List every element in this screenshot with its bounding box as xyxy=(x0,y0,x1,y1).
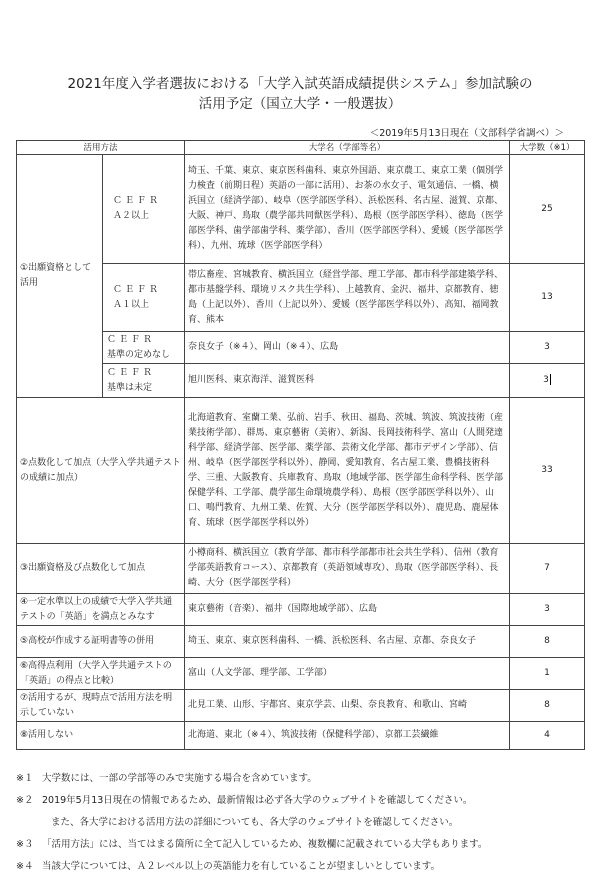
cefr-level: Ａ１以上 xyxy=(113,299,150,310)
cefr-level: 基準は未定 xyxy=(107,382,153,393)
header-university: 大学名（学部等名） xyxy=(185,141,510,155)
table-header-row xyxy=(17,141,585,155)
table-row xyxy=(17,722,585,750)
footnote-text: 大学数には、一部の学部等のみで実施する場合を含めています。 xyxy=(42,773,317,784)
cefr-label: ＣＥＦＲ xyxy=(113,284,162,295)
cefr-level-cell xyxy=(103,364,185,398)
cefr-label: ＣＥＦＲ xyxy=(107,334,156,345)
method-label: ③出願資格及び点数化して加点 xyxy=(17,544,185,594)
university-list: 東京藝術（音楽）、福井（国際地域学部）、広島 xyxy=(185,594,510,626)
cefr-level: Ａ２以上 xyxy=(113,211,150,221)
table-row xyxy=(17,364,585,398)
footnote-text: 当該大学については、Ａ２レベル以上の英語能力を有していることが望ましいとしています。 xyxy=(42,861,441,872)
header-method: 活用方法 xyxy=(17,141,185,155)
university-count: 8 xyxy=(510,690,585,722)
footnote-mark: ※４ xyxy=(16,861,34,872)
university-count: 25 xyxy=(510,155,585,264)
method-label: ②点数化して加点（大学入学共通テストの成績に加点） xyxy=(17,398,185,544)
header-count: 大学数（※1） xyxy=(510,141,585,155)
method-label: ⑤高校が作成する証明書等の併用 xyxy=(17,626,185,658)
cefr-level-cell xyxy=(103,155,185,264)
document-title-line2: 活用予定（国立大学・一般選抜） xyxy=(198,96,402,112)
document-title-line1: 2021年度入学者選抜における「大学入試英語成績提供システム」参加試験の xyxy=(67,76,533,92)
method-label: ⑧活用しない xyxy=(17,722,185,750)
cefr-label: ＣＥＦＲ xyxy=(107,367,156,378)
university-count: 13 xyxy=(510,264,585,332)
university-list: 小樽商科、横浜国立（教育学部、都市科学部都市社会共生学科）、信州（教育学部英語教育コース）、京都教育（英語領域専攻）、鳥取（医学部医学科）、長崎、大分（医学部医学科） xyxy=(185,544,510,594)
university-list: 富山（人文学部、理学部、工学部） xyxy=(185,658,510,690)
count-value: 3 xyxy=(543,375,549,385)
footnote xyxy=(16,834,586,856)
university-count[interactable] xyxy=(510,364,585,398)
university-list: 北海道、東北（※４）、筑波技術（保健科学部）、京都工芸繊維 xyxy=(185,722,510,750)
footnote-mark: ※２ xyxy=(16,795,34,806)
university-list: 北海道教育、室蘭工業、弘前、岩手、秋田、福島、茨城、筑波、筑波技術（産業技術学部）、群馬、東京藝術（美術）、新潟、長岡技術科学、富山（人間発達科学部、経済学部、医学部、薬学部、芸術文化学部、都市デザイン学部）、信州、岐阜（医学部医学科以外）、静岡、愛知教育、名古屋工業、豊橋技術科学、三重、大阪教育、兵庫教育、鳥取（地域学部、医学部生命科学科、医学部保健学科、工学部、農学部生命環境農学科）、島根（医学部医学科以外）、山口、鳴門教育、九州工業、佐賀、大分（医学部医学科以外）、鹿児島、鹿屋体育、琉球（医学部医学科以外） xyxy=(185,398,510,544)
university-list: 埼玉、東京、東京医科歯科、一橋、浜松医科、名古屋、京都、奈良女子 xyxy=(185,626,510,658)
table-row xyxy=(17,658,585,690)
footnote-text: 2019年5月13日現在の情報であるため、最新情報は必ず各大学のウェブサイトを確認してください。 xyxy=(42,795,473,806)
table-row xyxy=(17,594,585,626)
method-label: ⑦活用するが、現時点で活用方法を明示していない xyxy=(17,690,185,722)
university-count: 7 xyxy=(510,544,585,594)
text-cursor xyxy=(550,374,551,385)
university-count: 1 xyxy=(510,658,585,690)
footnote-mark: ※３ xyxy=(16,839,34,850)
university-count: 3 xyxy=(510,594,585,626)
footnote xyxy=(16,812,586,834)
cefr-label: ＣＥＦＲ xyxy=(113,196,162,206)
university-count: 8 xyxy=(510,626,585,658)
footnotes xyxy=(16,768,586,878)
university-count: 33 xyxy=(510,398,585,544)
table-row xyxy=(17,332,585,364)
table-row xyxy=(17,398,585,544)
table-row xyxy=(17,626,585,658)
method-label: ⑥高得点利用（大学入学共通テストの「英語」の得点と比較） xyxy=(17,658,185,690)
university-list: 帯広畜産、宮城教育、横浜国立（経営学部、理工学部、都市科学部建築学科、都市基盤学科、環境リスク共生学科）、上越教育、金沢、福井、京都教育、徳島（上記以外）、香川（上記以外）、愛媛（医学部医学科以外）、高知、福岡教育、熊本 xyxy=(185,264,510,332)
table-row xyxy=(17,264,585,332)
footnote xyxy=(16,768,586,790)
footnote-mark: ※１ xyxy=(16,773,34,784)
university-list: 旭川医科、東京海洋、滋賀医科 xyxy=(185,364,510,398)
table-row xyxy=(17,690,585,722)
university-list: 奈良女子（※４）、岡山（※４）、広島 xyxy=(185,332,510,364)
method-label: ④一定水準以上の成績で大学入学共通テストの「英語」を満点とみなす xyxy=(17,594,185,626)
date-note: ＜2019年5月13日現在（文部科学省調べ）＞ xyxy=(369,128,564,139)
university-list: 埼玉、千葉、東京、東京医科歯科、東京外国語、東京農工、東京工業（個別学力検査（前期日程）英語の一部に活用）、お茶の水女子、電気通信、一橋、横浜国立（経済学部）、岐阜（医学部医学科）、浜松医科、名古屋、滋賀、京都、大阪、神戸、鳥取（農学部共同獣医学科）、島根（医学部医学科）、徳島（医学部医学科、歯学部歯学科、薬学部）、香川（医学部医学科）、愛媛（医学部医学科）、九州、琉球（医学部医学科） xyxy=(185,155,510,264)
university-count: 4 xyxy=(510,722,585,750)
footnote xyxy=(16,790,586,812)
method-label: ①出願資格として活用 xyxy=(20,263,92,288)
table-row xyxy=(17,155,585,264)
university-list: 北見工業、山形、宇都宮、東京学芸、山梨、奈良教育、和歌山、宮崎 xyxy=(185,690,510,722)
university-table xyxy=(16,140,585,750)
university-count: 3 xyxy=(510,332,585,364)
cefr-level: 基準の定めなし xyxy=(107,349,171,360)
cefr-level-cell xyxy=(103,332,185,364)
footnote-text: また、各大学における活用方法の詳細についても、各大学のウェブサイトを確認してください。 xyxy=(51,817,459,828)
cefr-level-cell xyxy=(103,264,185,332)
method-cell xyxy=(17,155,103,398)
footnote-text: 「活用方法」には、当てはまる箇所に全て記入しているため、複数欄に記載されている大学もあります。 xyxy=(42,839,488,850)
table-row xyxy=(17,544,585,594)
